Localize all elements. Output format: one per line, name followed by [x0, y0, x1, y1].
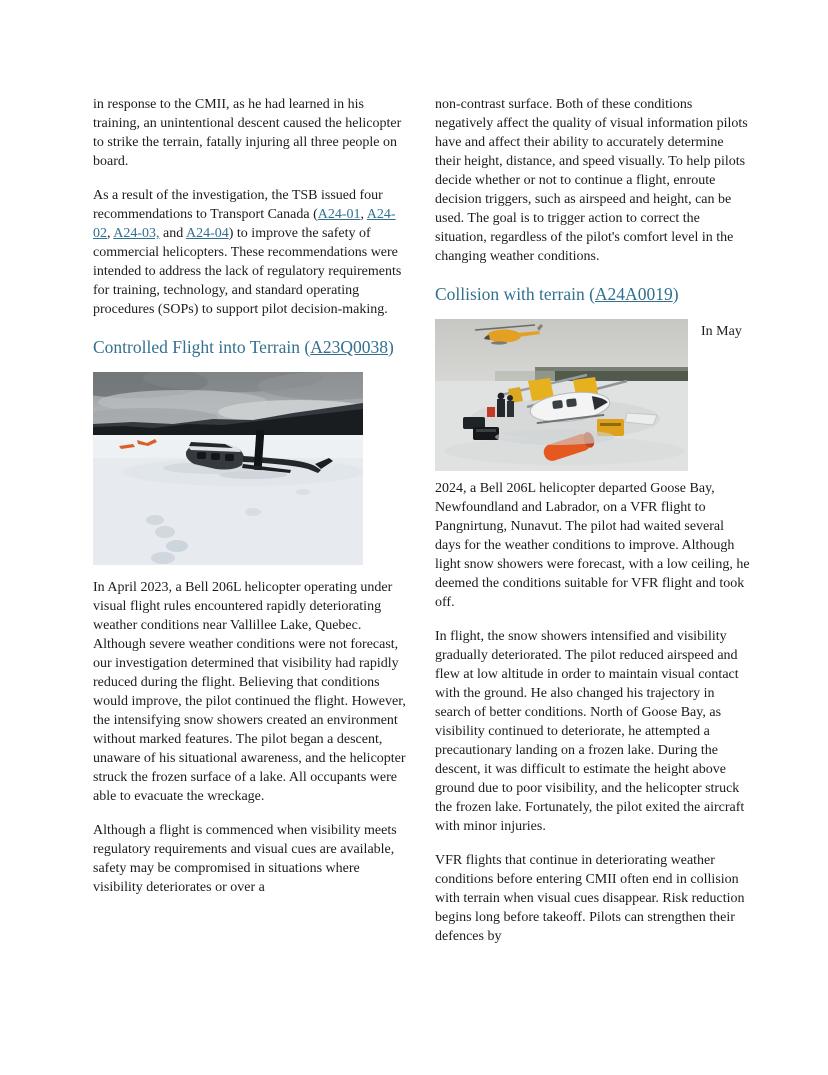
paragraph-vfr-risk-reduction [435, 851, 750, 946]
two-column-layout [93, 95, 750, 961]
paragraph-cmii-outcome [93, 95, 408, 171]
paragraph-noncontrast-surface [435, 95, 750, 266]
heading-text: ) [387, 337, 394, 357]
left-column [93, 95, 408, 961]
paragraph-may-2024-departure [435, 479, 750, 612]
link-a23q0038[interactable]: A23Q0038 [310, 337, 388, 357]
link-a24-03[interactable]: A24-03, [113, 226, 160, 241]
link-a24a0019[interactable]: A24A0019 [594, 284, 673, 304]
paragraph-text: VFR flights that continue in deteriorating weather conditions before entering CMII often end in collision with terrain when visual cues disappear. Risk reduction begins long before takeoff. Pilots can strengthen their defences by [435, 853, 745, 944]
paragraph-april-2023-occurrence [93, 578, 408, 806]
paragraph-text: non-contrast surface. Both of these conditions negatively affect the quality of visual information pilots have and affect their ability to accurately determine their height, distance, and speed visually. To help pilots decide whether or not to continue a flight, enroute decision triggers, such as airspeed and height, can be used. The goal is to trigger action to correct the situation, regardless of the pilot's comfort level in the changing weather conditions. [435, 97, 748, 264]
paragraph-recommendations [93, 186, 408, 319]
paragraph-visibility-safety [93, 821, 408, 897]
paragraph-text: Although a flight is commenced when visibility meets regulatory requirements and visual cues are available, safety may be compromised in situations where visibility deteriorates or over a [93, 823, 397, 895]
right-column [435, 95, 750, 961]
separator-text: , [107, 226, 114, 241]
heading-text: Controlled Flight into Terrain ( [93, 337, 311, 357]
photo-illustration [435, 319, 688, 471]
separator-text: , [360, 207, 367, 222]
helicopter-wreck-with-sar-helicopter-photo [435, 319, 688, 471]
heading-text: ) [672, 284, 679, 304]
paragraph-text: ) to improve the safety of commercial helicopters. These recommendations were intended to address the lack of regulatory requirements for training, technology, and standard operating procedures (SOPs) to support pilot decision-making. [93, 226, 402, 317]
section-heading-controlled-flight-into-terrain [93, 334, 408, 360]
separator-text: and [159, 226, 186, 241]
paragraph-text: As a result of the investigation, the TSB issued four recommendations to Transport Canada ( [93, 188, 383, 222]
section-heading-collision-with-terrain [435, 281, 750, 307]
heading-text: Collision with terrain ( [435, 284, 595, 304]
paragraph-text: In flight, the snow showers intensified and visibility gradually deteriorated. The pilot reduced airspeed and flew at low altitude in order to maintain visual contact with the ground. He also changed his trajectory in search of better conditions. North of Goose Bay, as visibility continued to deteriorate, he attempted a precautionary landing on a frozen lake. During the descent, it was difficult to estimate the height above ground due to poor visibility, and the helicopter struck the frozen lake. Fortunately, the pilot exited the aircraft with minor injuries. [435, 629, 745, 834]
crashed-helicopter-on-frozen-lake-photo [93, 372, 408, 565]
wrapped-text-beside-photo: In May [701, 324, 742, 339]
paragraph-text: 2024, a Bell 206L helicopter departed Goose Bay, Newfoundland and Labrador, on a VFR flight to Pangnirtung, Nunavut. The pilot had waited several days for the weather conditions to improve. Although light snow showers were forecast, with a low ceiling, he deemed the conditions suitable for VFR flight and took off. [435, 481, 750, 610]
paragraph-text: In April 2023, a Bell 206L helicopter operating under visual flight rules encountered rapidly deteriorating weather conditions near Vallillee Lake, Quebec. Although severe weather conditions were not forecast, our investigation determined that visibility had rapidly reduced during the flight. Believing that conditions would improve, the pilot continued the flight. However, the intensifying snow showers created an environment without marked features. The pilot began a descent, unaware of his situational awareness, and the helicopter struck the frozen surface of a lake. All occupants were able to evacuate the wreckage. [93, 580, 406, 804]
link-a24-02[interactable]: A24-02 [93, 207, 396, 241]
photo-illustration [93, 372, 363, 565]
link-a24-04[interactable]: A24-04 [185, 226, 229, 241]
paragraph-in-flight-deterioration [435, 627, 750, 836]
photo-with-wrapped-text [435, 319, 750, 471]
paragraph-text: in response to the CMII, as he had learned in his training, an unintentional descent caused the helicopter to strike the terrain, fatally injuring all three people on board. [93, 97, 402, 169]
link-a24-01[interactable]: A24-01 [317, 207, 361, 222]
